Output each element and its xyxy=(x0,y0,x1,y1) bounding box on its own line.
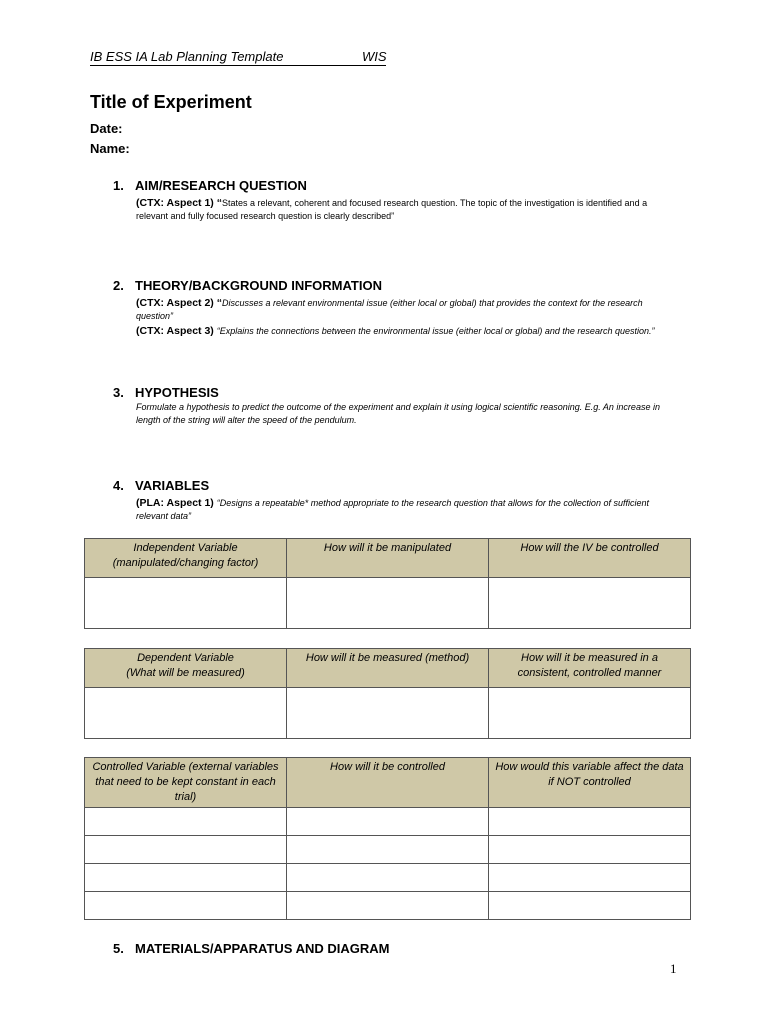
table-cell[interactable] xyxy=(489,808,691,836)
section-theory: 2. THEORY/BACKGROUND INFORMATION xyxy=(113,278,382,293)
table-cell[interactable] xyxy=(489,836,691,864)
page-header xyxy=(90,49,386,66)
table-row xyxy=(85,892,691,920)
table-row xyxy=(85,808,691,836)
section-heading: VARIABLES xyxy=(135,478,210,493)
theory-note-1: (CTX: Aspect 2) “Discusses a relevant environmental issue (either local or global) that provides the context for the research question” xyxy=(136,297,643,321)
section-materials: 5. MATERIALS/APPARATUS AND DIAGRAM xyxy=(113,941,390,956)
hypothesis-note: Formulate a hypothesis to predict the outcome of the experiment and explain it using logical scientific reasoning. E.g. An increase in length of the string will alter the speed of the pendulum. xyxy=(136,402,660,425)
section-variables: 4. VARIABLES xyxy=(113,478,210,493)
table-cell[interactable] xyxy=(287,836,489,864)
header-right: WIS xyxy=(362,49,387,64)
variables-label: (PLA: Aspect 1) xyxy=(136,497,217,509)
controlled-variable-table xyxy=(84,757,691,920)
table-cell[interactable] xyxy=(489,578,691,629)
section-heading: AIM/RESEARCH QUESTION xyxy=(135,178,307,193)
section-heading: THEORY/BACKGROUND INFORMATION xyxy=(135,278,382,293)
section-heading: HYPOTHESIS xyxy=(135,385,219,400)
table-row xyxy=(85,864,691,892)
table-cell[interactable] xyxy=(85,836,287,864)
name-label: Name: xyxy=(90,141,130,156)
section-hypothesis: 3. HYPOTHESIS xyxy=(113,385,219,400)
table-cell[interactable] xyxy=(287,688,489,739)
table-cell[interactable] xyxy=(489,864,691,892)
section-aim: 1. AIM/RESEARCH QUESTION xyxy=(113,178,307,193)
variables-note: (PLA: Aspect 1) “Designs a repeatable* method appropriate to the research question that allows for the collection of sufficient relevant data” xyxy=(136,497,649,521)
header-left: IB ESS IA Lab Planning Template xyxy=(90,49,284,64)
cv-header-effect: How would this variable affect the data if NOT controlled xyxy=(489,758,691,808)
iv-header-controlled: How will the IV be controlled xyxy=(489,539,691,578)
iv-header-manipulated: How will it be manipulated xyxy=(287,539,489,578)
table-cell[interactable] xyxy=(85,864,287,892)
aim-label: (CTX: Aspect 1) “ xyxy=(136,197,222,209)
table-cell[interactable] xyxy=(287,892,489,920)
table-cell[interactable] xyxy=(85,808,287,836)
theory-label-1: (CTX: Aspect 2) “ xyxy=(136,297,222,309)
page-title: Title of Experiment xyxy=(90,92,252,112)
dv-header-method: How will it be measured (method) xyxy=(287,649,489,688)
dv-header-consistent: How will it be measured in a consistent, controlled manner xyxy=(489,649,691,688)
section-heading: MATERIALS/APPARATUS AND DIAGRAM xyxy=(135,941,390,956)
independent-variable-table xyxy=(84,538,691,629)
dv-header-variable: Dependent Variable (What will be measured) xyxy=(85,649,287,688)
aim-note: (CTX: Aspect 1) “States a relevant, coherent and focused research question. The topic of the investigation is identified and a relevant and fully focused research question is clearly described” xyxy=(136,197,648,221)
table-cell[interactable] xyxy=(489,892,691,920)
table-cell[interactable] xyxy=(489,688,691,739)
dependent-variable-table xyxy=(84,648,691,739)
table-cell[interactable] xyxy=(85,688,287,739)
table-cell[interactable] xyxy=(287,808,489,836)
theory-note-2: (CTX: Aspect 3) “Explains the connections between the environmental issue (either local or global) and the research question.” xyxy=(136,325,655,337)
cv-header-controlled: How will it be controlled xyxy=(287,758,489,808)
table-row xyxy=(85,836,691,864)
page-number: 1 xyxy=(670,961,677,976)
table-cell[interactable] xyxy=(85,578,287,629)
date-label: Date: xyxy=(90,121,123,136)
cv-header-variable: Controlled Variable (external variables that need to be kept constant in each trial) xyxy=(85,758,287,808)
table-cell[interactable] xyxy=(287,578,489,629)
iv-header-variable: Independent Variable (manipulated/changing factor) xyxy=(85,539,287,578)
theory-label-2: (CTX: Aspect 3) xyxy=(136,325,217,337)
table-cell[interactable] xyxy=(85,892,287,920)
table-cell[interactable] xyxy=(287,864,489,892)
